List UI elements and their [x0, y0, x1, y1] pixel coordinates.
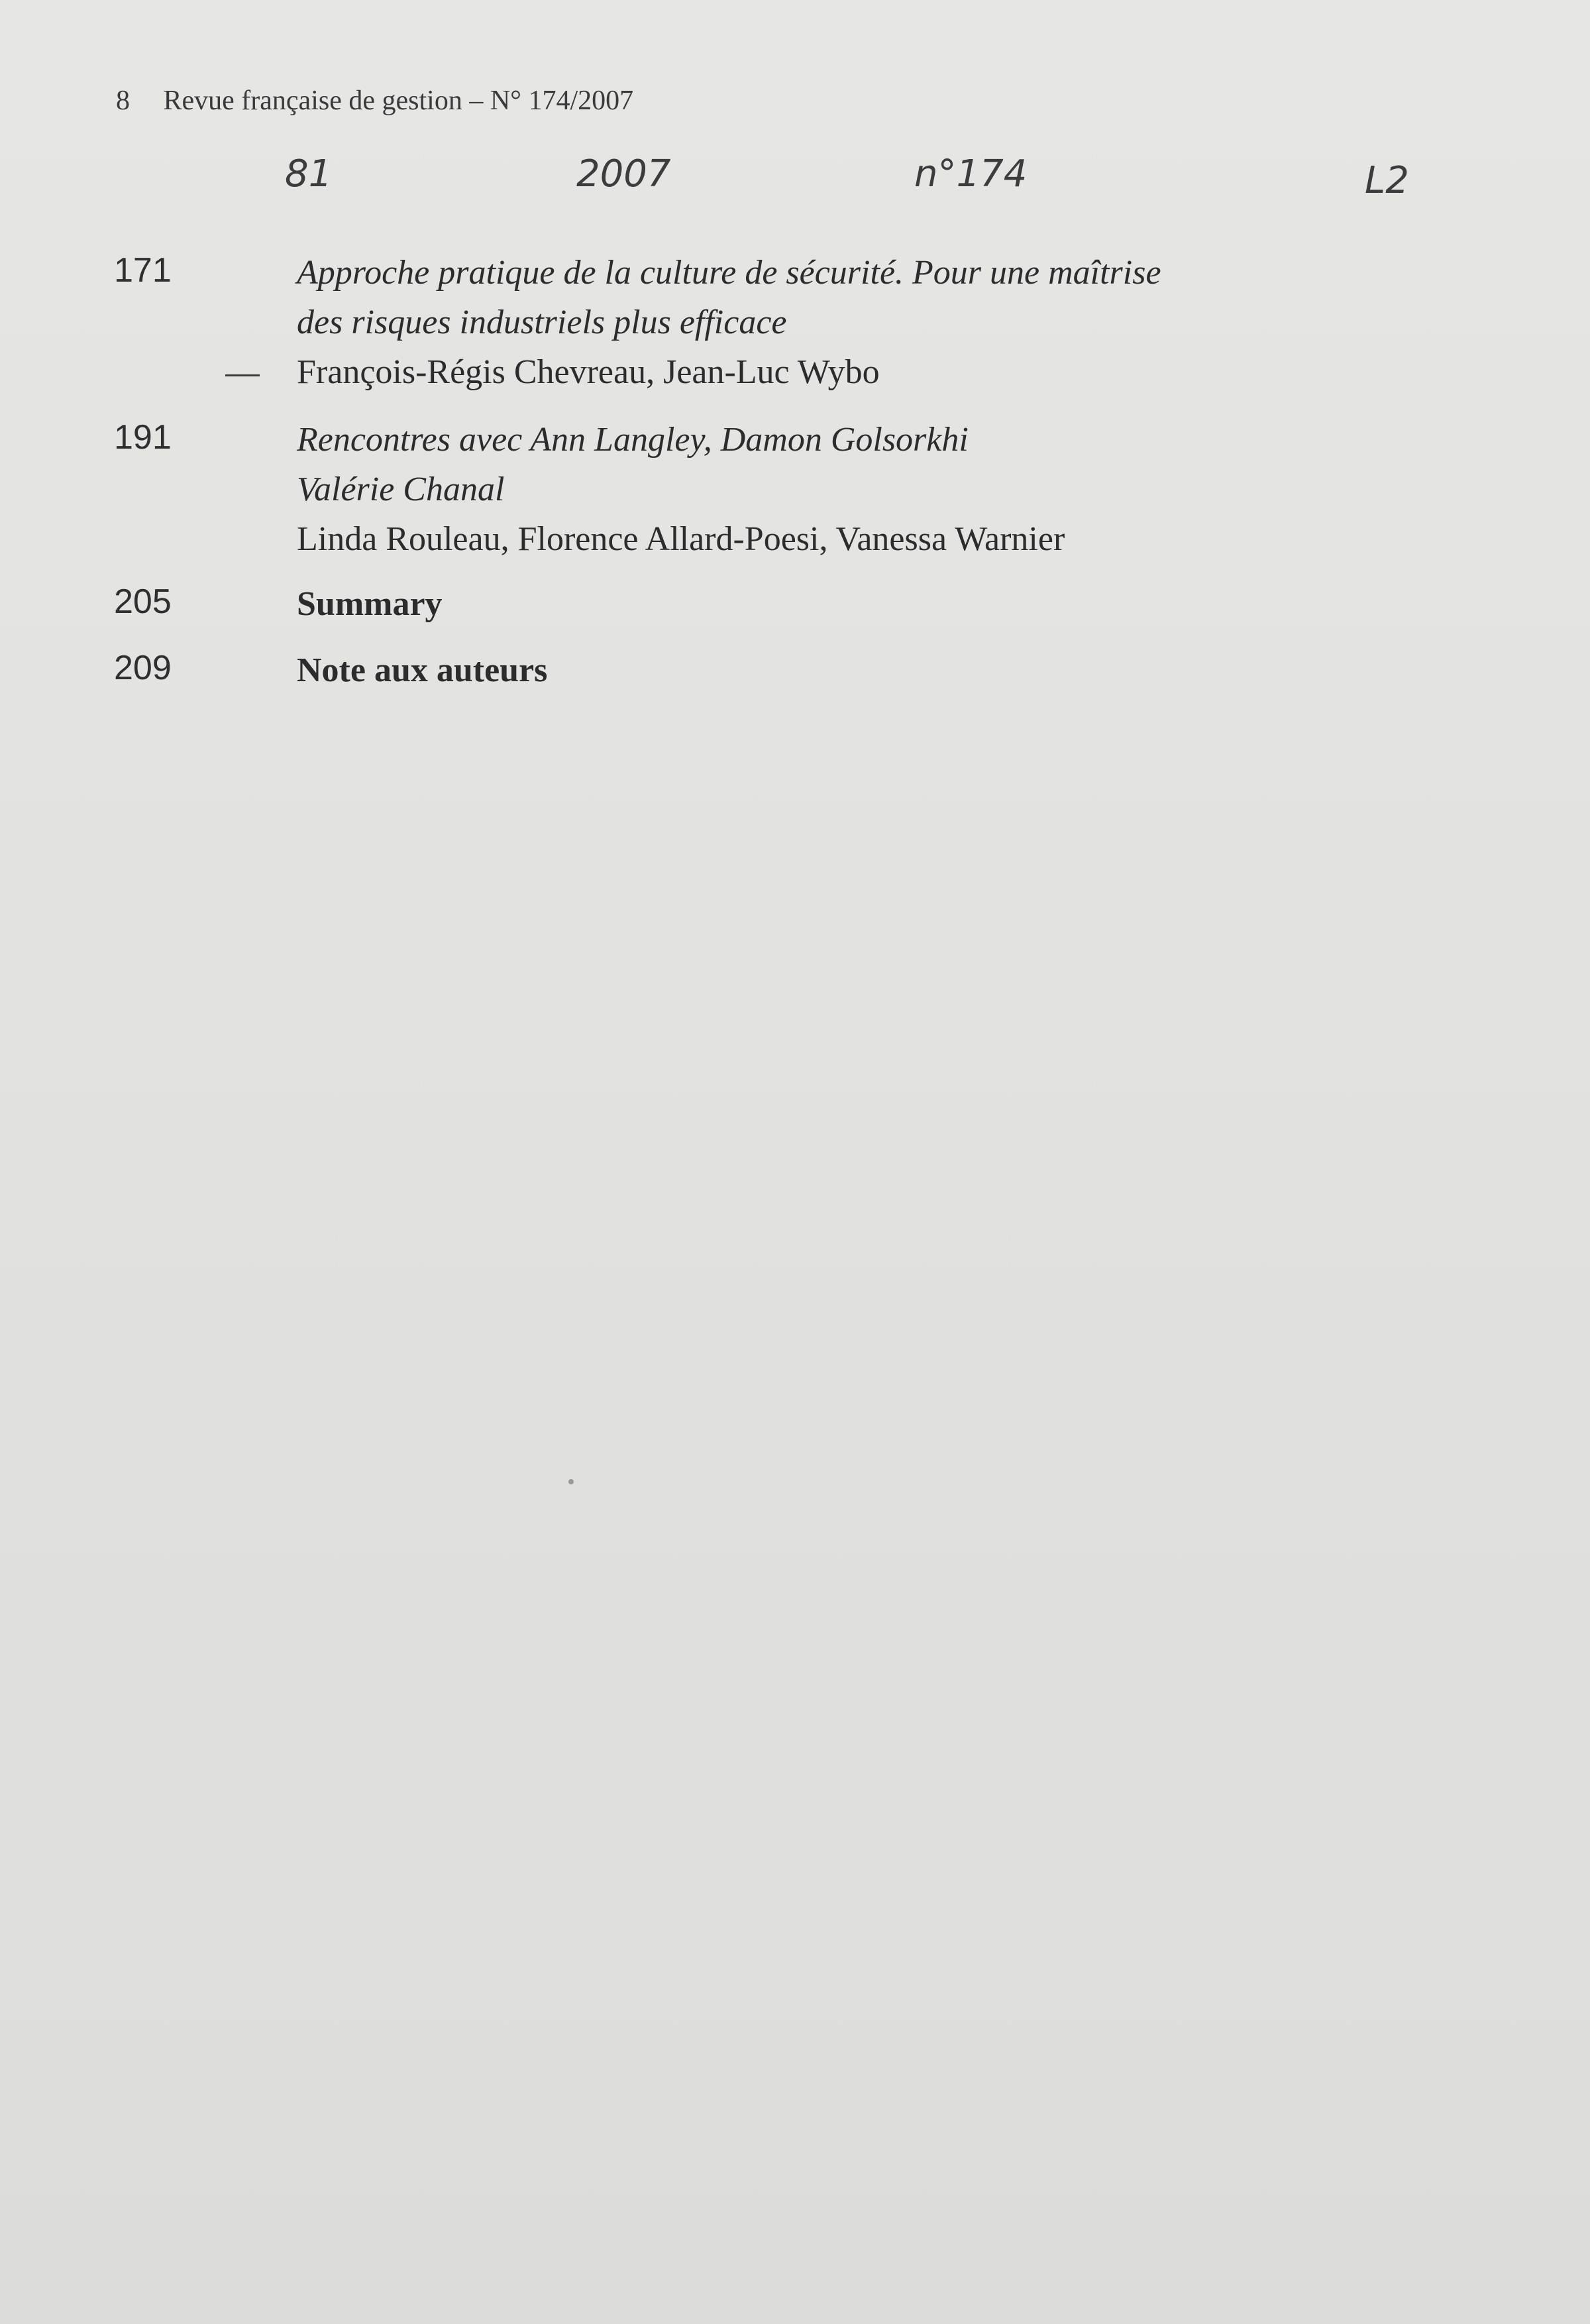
- pen-mark: [225, 374, 260, 376]
- toc-entry-text: [297, 579, 1423, 629]
- toc-entry-text: [297, 248, 1423, 397]
- toc-title-line: Approche pratique de la culture de sécurité. Pour une maîtrise: [297, 254, 1161, 292]
- handwritten-note-3: n°174: [914, 152, 1028, 195]
- handwritten-note-2: 2007: [576, 152, 671, 195]
- toc-title-line: Valérie Chanal: [297, 470, 505, 508]
- toc-page-number: 171: [114, 251, 172, 290]
- page-number: 8: [116, 85, 130, 116]
- journal-title: Revue française de gestion – N° 174/2007: [163, 85, 634, 116]
- toc-entry-text: [297, 645, 1423, 695]
- toc-title-line: Rencontres avec Ann Langley, Damon Golsorkhi: [297, 421, 969, 459]
- toc-page-number: 191: [114, 418, 172, 457]
- toc-title-line: des risques industriels plus efficace: [297, 304, 787, 341]
- toc-title: Note aux auteurs: [297, 651, 548, 689]
- running-head: [116, 85, 633, 117]
- handwritten-note-4: L2: [1365, 159, 1409, 202]
- toc-authors: François-Régis Chevreau, Jean-Luc Wybo: [297, 353, 880, 391]
- toc-authors: Linda Rouleau, Florence Allard-Poesi, Vanessa Warnier: [297, 520, 1065, 558]
- toc-page-number: 209: [114, 649, 172, 687]
- toc-entry-text: [297, 415, 1423, 564]
- toc-page-number: 205: [114, 582, 172, 621]
- handwritten-note-1: 81: [285, 152, 333, 195]
- toc-title: Summary: [297, 585, 443, 623]
- paper-speck: [568, 1479, 574, 1484]
